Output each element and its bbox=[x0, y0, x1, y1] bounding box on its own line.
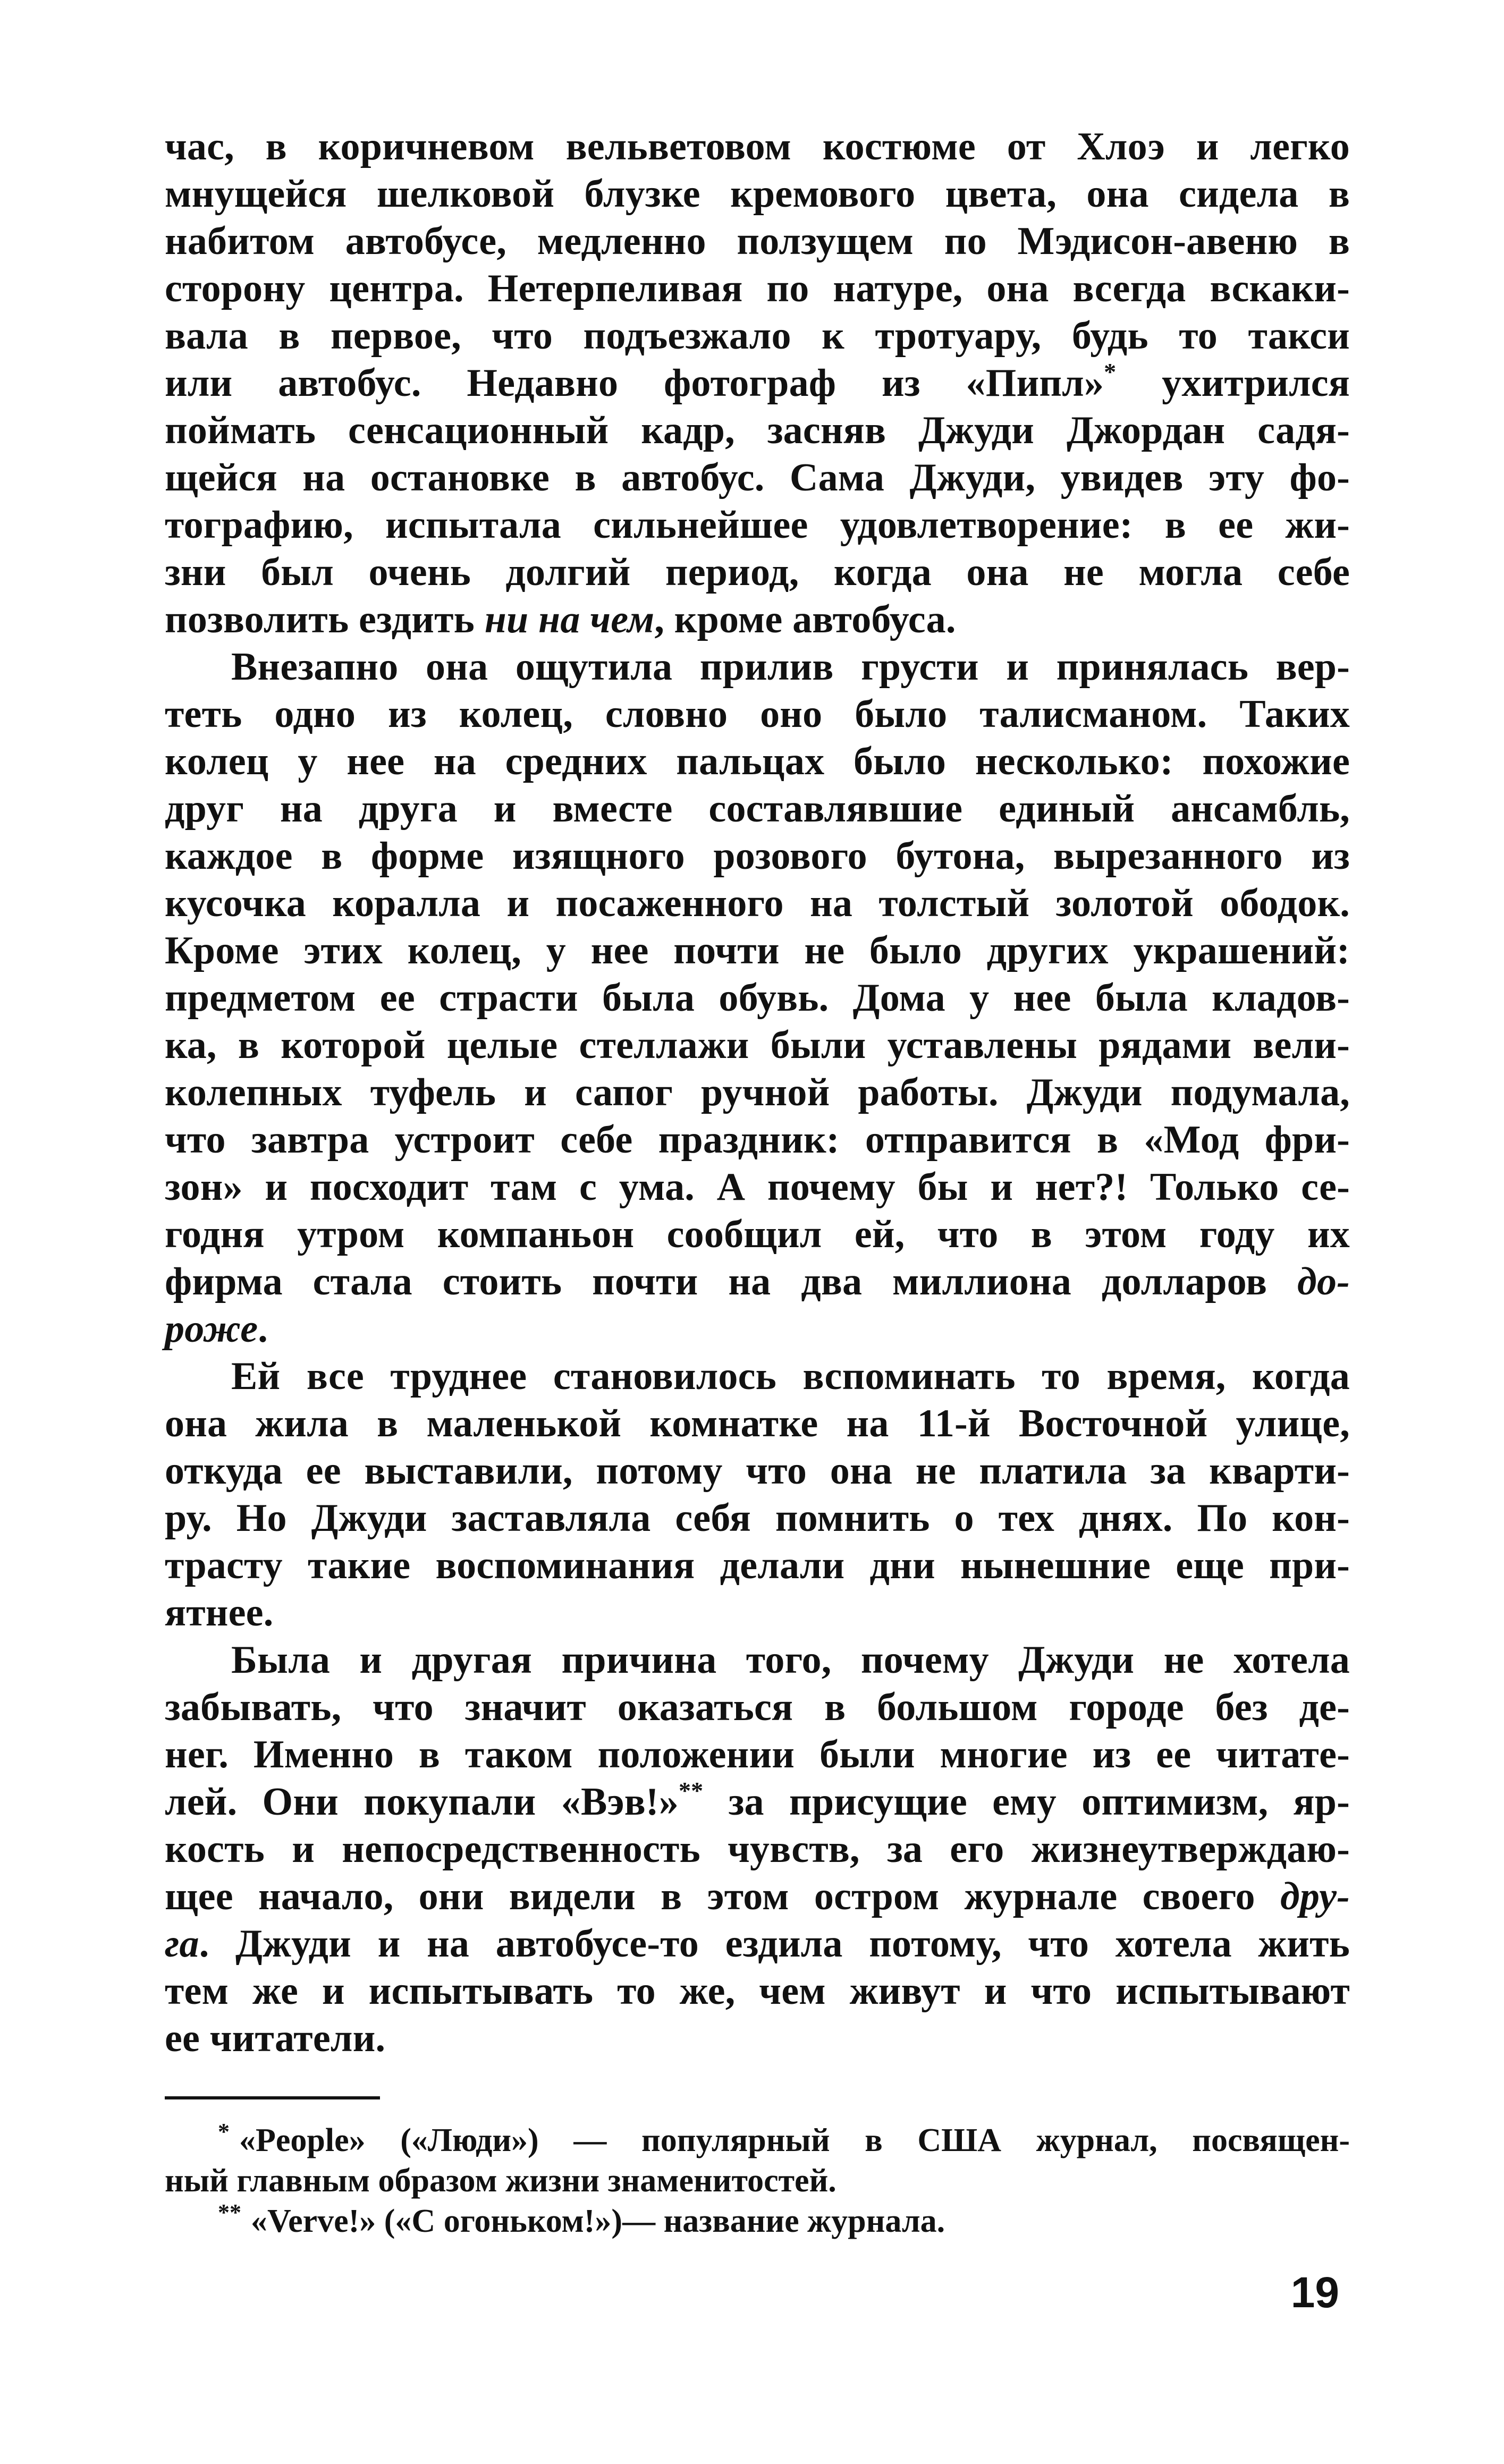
text-run: за присущие ему оптимизм, яр- bbox=[728, 1780, 1350, 1824]
footnote-1 bbox=[165, 2120, 1350, 2161]
text-line: мнущейся шелковой блузке кремового цвета, она сидела в bbox=[165, 172, 1350, 216]
text-line: забывать, что значит оказаться в большом городе без де- bbox=[165, 1686, 1350, 1729]
paragraph-3 bbox=[165, 1353, 1350, 1637]
page-number: 19 bbox=[1290, 2268, 1339, 2317]
text-line: она жила в маленькой комнатке на 11-й Восточной улице, bbox=[165, 1402, 1350, 1445]
paragraph-4 bbox=[165, 1637, 1350, 2062]
text-line: тографию, испытала сильнейшее удовлетворение: в ее жи- bbox=[165, 503, 1350, 547]
text-line bbox=[165, 1779, 1350, 1826]
footnote-2 bbox=[165, 2201, 1350, 2241]
text-run: . Джуди и на автобусе-то ездила потому, что хотела жить bbox=[199, 1922, 1350, 1966]
text-line: каждое в форме изящного розового бутона, вырезанного из bbox=[165, 834, 1350, 878]
text-line bbox=[165, 1258, 1350, 1306]
text-run: , кроме автобуса. bbox=[654, 598, 956, 641]
text-line bbox=[165, 1873, 1350, 1920]
footnote-mark: ** bbox=[678, 1777, 704, 1804]
italic-run: дру- bbox=[1280, 1875, 1350, 1918]
text-line: ру. Но Джуди заставляла себя помнить о тех днях. По кон- bbox=[165, 1496, 1350, 1540]
text-line: ка, в которой целые стеллажи были уставлены рядами вели- bbox=[165, 1023, 1350, 1067]
text-run: щее начало, они видели в этом остром журнале своего bbox=[165, 1875, 1255, 1918]
text-line: час, в коричневом вельветовом костюме от Хлоэ и легко bbox=[165, 125, 1350, 168]
text-line: Внезапно она ощутила прилив грусти и принялась вер- bbox=[231, 645, 1350, 689]
text-line bbox=[165, 596, 1350, 643]
text-line: ятнее. bbox=[165, 1591, 274, 1635]
text-line: поймать сенсационный кадр, засняв Джуди Джордан садя- bbox=[165, 409, 1350, 452]
text-run: ухитрился bbox=[1162, 361, 1350, 405]
text-line: колец у нее на средних пальцах было несколько: похожие bbox=[165, 740, 1350, 783]
footnote-mark: * bbox=[1104, 358, 1117, 385]
footnote-text: «People» («Люди») — популярный в США журнал, посвящен- bbox=[239, 2122, 1350, 2158]
footnote-1-cont: ный главным образом жизни знаменитостей. bbox=[165, 2163, 837, 2199]
text-line: тем же и испытывать то же, чем живут и что испытывают bbox=[165, 1969, 1350, 2013]
text-run: позволить ездить bbox=[165, 598, 475, 641]
main-text bbox=[165, 123, 1350, 2062]
footnote-separator bbox=[165, 2096, 380, 2099]
footnote-text: «Verve!» («С огоньком!»)— название журнала. bbox=[251, 2203, 945, 2239]
text-run: фирма стала стоить почти на два миллиона долларов bbox=[165, 1260, 1268, 1303]
text-line: сторону центра. Нетерпеливая по натуре, она всегда вскаки- bbox=[165, 267, 1350, 310]
text-line: ее читатели. bbox=[165, 2017, 386, 2060]
paragraph-1 bbox=[165, 123, 1350, 643]
text-line: предметом ее страсти была обувь. Дома у нее была кладов- bbox=[165, 976, 1350, 1020]
text-line: щейся на остановке в автобус. Сама Джуди, увидев эту фо- bbox=[165, 456, 1350, 499]
italic-run: роже bbox=[165, 1307, 258, 1351]
text-line: Ей все труднее становилось вспоминать то время, когда bbox=[231, 1354, 1350, 1398]
text-run: лей. Они покупали «Вэв!» bbox=[165, 1780, 679, 1824]
text-line: трасту такие воспоминания делали дни нынешние еще при- bbox=[165, 1544, 1350, 1587]
footnotes bbox=[165, 2120, 1350, 2241]
paragraph-2 bbox=[165, 643, 1350, 1353]
text-line: зни был очень долгий период, когда она не могла себе bbox=[165, 551, 1350, 594]
text-line: колепных туфель и сапог ручной работы. Джуди подумала, bbox=[165, 1071, 1350, 1114]
text-line bbox=[165, 1306, 1350, 1353]
footnote-mark: ** bbox=[218, 2199, 241, 2225]
text-line: откуда ее выставили, потому что она не платила за кварти- bbox=[165, 1449, 1350, 1493]
text-line: годня утром компаньон сообщил ей, что в этом году их bbox=[165, 1213, 1350, 1256]
text-line: зон» и посходит там с ума. А почему бы и нет?! Только се- bbox=[165, 1165, 1350, 1209]
italic-run: га bbox=[165, 1922, 199, 1966]
text-line: кость и непосредственность чувств, за его жизнеутверждаю- bbox=[165, 1827, 1350, 1871]
text-line: теть одно из колец, словно оно было талисманом. Таких bbox=[165, 692, 1350, 736]
text-line: Была и другая причина того, почему Джуди не хотела bbox=[231, 1638, 1350, 1682]
text-run: или автобус. Недавно фотограф из «Пипл» bbox=[165, 361, 1104, 405]
text-line: набитом автобусе, медленно ползущем по Мэдисон-авеню в bbox=[165, 219, 1350, 263]
text-line bbox=[165, 1920, 1350, 1968]
text-line: Кроме этих колец, у нее почти не было других украшений: bbox=[165, 929, 1350, 972]
italic-run: ни на чем bbox=[484, 598, 655, 641]
text-line: друг на друга и вместе составлявшие единый ансамбль, bbox=[165, 787, 1350, 831]
text-line: вала в первое, что подъезжало к тротуару, будь то такси bbox=[165, 314, 1350, 358]
text-line: нег. Именно в таком положении были многие из ее читате- bbox=[165, 1733, 1350, 1776]
footnote-mark: * bbox=[218, 2119, 230, 2145]
text-line: что завтра устроит себе праздник: отправится в «Мод фри- bbox=[165, 1118, 1350, 1162]
italic-run: до- bbox=[1297, 1260, 1350, 1303]
text-line: кусочка коралла и посаженного на толстый золотой ободок. bbox=[165, 882, 1350, 925]
text-run: . bbox=[258, 1307, 268, 1351]
text-line bbox=[165, 360, 1350, 407]
